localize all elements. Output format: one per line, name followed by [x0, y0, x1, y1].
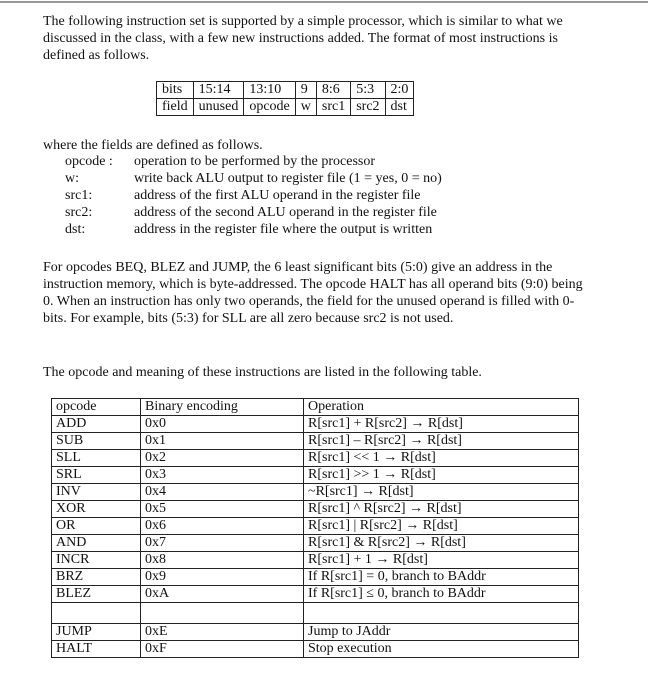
operation-cell: R[src1] ^ R[src2] → R[dst] [304, 501, 579, 518]
table-row [52, 416, 579, 433]
format-row [157, 99, 414, 116]
field-name: opcode : [65, 154, 113, 169]
encoding-cell: 0x1 [141, 433, 304, 450]
encoding-cell [141, 603, 304, 624]
table-row [52, 518, 579, 535]
field-name: w: [65, 171, 79, 186]
format-cell: unused [193, 99, 244, 116]
opcode-cell: BRZ [52, 569, 141, 586]
table-row [52, 624, 579, 641]
opcode-cell: INV [52, 484, 141, 501]
field-description: address in the register file where the output is written [134, 222, 433, 237]
table-intro: The opcode and meaning of these instructions are listed in the following table. [43, 365, 482, 380]
field-definition-row [65, 204, 442, 221]
format-cell: dst [385, 99, 414, 116]
encoding-cell: 0x2 [141, 450, 304, 467]
format-cell: bits [157, 82, 194, 99]
field-description: address of the second ALU operand in the register file [134, 205, 437, 220]
format-cell: 2:0 [385, 82, 414, 99]
instruction-format-table [156, 81, 414, 116]
operation-cell: If R[src1] ≤ 0, branch to BAddr [304, 586, 579, 603]
opcode-cell: SRL [52, 467, 141, 484]
encoding-cell: 0x4 [141, 484, 304, 501]
opcode-cell: JUMP [52, 624, 141, 641]
table-row [52, 552, 579, 569]
operation-cell: R[src1] << 1 → R[dst] [304, 450, 579, 467]
encoding-cell: 0x6 [141, 518, 304, 535]
encoding-cell: 0xA [141, 586, 304, 603]
opcode-cell: BLEZ [52, 586, 141, 603]
column-header: Binary encoding [141, 399, 304, 416]
table-row [52, 433, 579, 450]
operation-cell: R[src1] | R[src2] → R[dst] [304, 518, 579, 535]
format-row [157, 82, 414, 99]
encoding-cell: 0x5 [141, 501, 304, 518]
operation-cell: R[src1] + 1 → R[dst] [304, 552, 579, 569]
encoding-cell: 0x7 [141, 535, 304, 552]
opcode-cell: SUB [52, 433, 141, 450]
format-cell: opcode [244, 99, 295, 116]
operation-cell [304, 603, 579, 624]
encoding-cell: 0xE [141, 624, 304, 641]
opcode-note-paragraph: For opcodes BEQ, BLEZ and JUMP, the 6 least significant bits (5:0) give an address in the instruction memory, which is byte-addressed. The opcode HALT has all operand bits (9:0) being 0. When an instruction has only two operands, the field for the unused operand is filled with 0-bits. For example, bits (5:3) for SLL are all zero because src2 is not used. [43, 260, 583, 326]
opcode-cell: HALT [52, 641, 141, 658]
table-row [52, 603, 579, 624]
encoding-cell: 0x9 [141, 569, 304, 586]
format-cell: field [157, 99, 194, 116]
field-definition-row [65, 153, 442, 170]
field-description: address of the first ALU operand in the register file [134, 188, 421, 203]
table-row [52, 641, 579, 658]
operation-cell: Jump to JAddr [304, 624, 579, 641]
opcode-cell: ADD [52, 416, 141, 433]
opcode-cell: SLL [52, 450, 141, 467]
format-cell: src1 [316, 99, 350, 116]
field-description: operation to be performed by the processor [134, 154, 376, 169]
operation-cell: ~R[src1] → R[dst] [304, 484, 579, 501]
table-row [52, 501, 579, 518]
encoding-cell: 0x0 [141, 416, 304, 433]
format-cell: w [295, 99, 316, 116]
opcode-cell: INCR [52, 552, 141, 569]
top-rule [0, 1, 648, 3]
intro-paragraph: The following instruction set is supported by a simple processor, which is similar to what we discussed in the class, with a few new instructions added. The format of most instructions is defined as follows. [43, 14, 563, 63]
opcode-cell: AND [52, 535, 141, 552]
opcode-table-header [52, 399, 579, 416]
table-row [52, 450, 579, 467]
format-cell: 15:14 [193, 82, 244, 99]
field-name: src2: [65, 205, 93, 220]
operation-cell: If R[src1] = 0, branch to BAddr [304, 569, 579, 586]
table-row [52, 586, 579, 603]
table-row [52, 484, 579, 501]
operation-cell: R[src1] – R[src2] → R[dst] [304, 433, 579, 450]
table-row [52, 467, 579, 484]
format-cell: 9 [295, 82, 316, 99]
operation-cell: R[src1] + R[src2] → R[dst] [304, 416, 579, 433]
encoding-cell: 0xF [141, 641, 304, 658]
field-name: dst: [65, 222, 86, 237]
opcode-cell: XOR [52, 501, 141, 518]
opcode-cell: OR [52, 518, 141, 535]
table-row [52, 535, 579, 552]
opcode-table [51, 398, 579, 658]
table-row [52, 569, 579, 586]
field-definition-row [65, 221, 442, 238]
operation-cell: R[src1] & R[src2] → R[dst] [304, 535, 579, 552]
column-header: Operation [304, 399, 579, 416]
field-definitions [65, 153, 442, 238]
encoding-cell: 0x3 [141, 467, 304, 484]
field-definition-row [65, 187, 442, 204]
column-header: opcode [52, 399, 141, 416]
format-cell: 8:6 [316, 82, 350, 99]
fields-intro: where the fields are defined as follows. [43, 138, 263, 153]
field-description: write back ALU output to register file (1 = yes, 0 = no) [134, 171, 442, 186]
format-cell: 5:3 [351, 82, 385, 99]
encoding-cell: 0x8 [141, 552, 304, 569]
field-definition-row [65, 170, 442, 187]
format-cell: src2 [351, 99, 385, 116]
format-cell: 13:10 [244, 82, 295, 99]
operation-cell: R[src1] >> 1 → R[dst] [304, 467, 579, 484]
opcode-cell [52, 603, 141, 624]
operation-cell: Stop execution [304, 641, 579, 658]
field-name: src1: [65, 188, 93, 203]
